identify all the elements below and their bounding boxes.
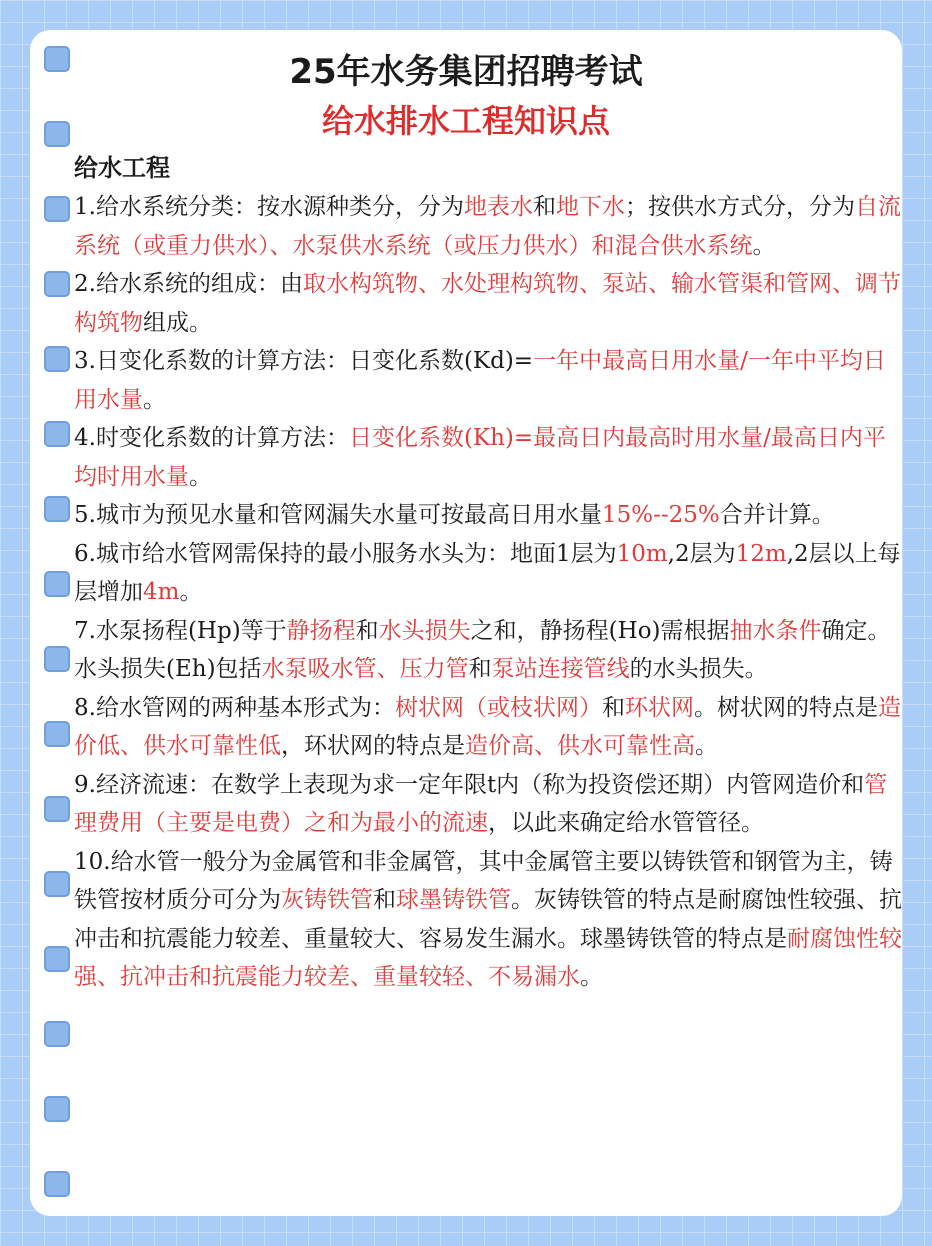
highlight-text: 一年中最高日用水量/一年中平均日用水量: [74, 348, 886, 413]
body-text: 确定。水头损失(Eh)包括: [74, 617, 891, 682]
body-text: ；按供水方式分，分为: [624, 194, 855, 220]
body-text: 4.时变化系数的计算方法：: [74, 425, 349, 451]
knowledge-list: [74, 188, 906, 997]
body-text: 和: [532, 194, 556, 220]
body-text: 5.城市为预见水量和管网漏失水量可按最高日用水量: [74, 502, 602, 528]
body-text: 10.给水管一般分为金属管和非金属管，其中金属管主要以铸铁管和钢管为主，铸铁管按材质分可分为: [74, 848, 893, 913]
knowledge-item: [74, 612, 906, 689]
body-text: ，以此来确定给水管管径。: [488, 810, 764, 836]
binder-ring-icon: [44, 271, 70, 297]
binder-ring-icon: [44, 646, 70, 672]
knowledge-item: [74, 496, 906, 535]
body-text: 合并计算。: [719, 502, 835, 528]
highlight-text: 取水构筑物、水处理构筑物、泵站、输水管渠和管网、调节构筑物: [74, 271, 901, 336]
binder-ring-icon: [44, 421, 70, 447]
body-text: 和: [355, 617, 379, 644]
highlight-text: 球墨铸铁管: [396, 887, 511, 913]
highlight-text: 水头损失: [378, 617, 471, 644]
binder-ring-icon: [44, 1171, 70, 1197]
highlight-text: 灰铸铁管: [281, 887, 373, 913]
highlight-text: 15%--25%: [601, 502, 720, 528]
body-text: 和: [601, 694, 625, 721]
body-text: 之和，静扬程(Ho)需根据: [470, 617, 730, 644]
highlight-text: 水泵吸水管、压力管: [261, 656, 469, 682]
body-text: 的水头损失。: [629, 656, 768, 682]
knowledge-item: [74, 843, 906, 997]
highlight-text: 地下水: [555, 194, 625, 220]
section-heading: 给水工程: [74, 154, 170, 182]
highlight-text: 10m: [616, 540, 668, 567]
highlight-text: 自流系统（或重力供水）、水泵供水系统（或压力供水）和混合供水系统: [74, 194, 901, 259]
body-text: 和: [468, 656, 492, 682]
body-text: 和: [373, 887, 396, 913]
binder-ring-icon: [44, 1096, 70, 1122]
body-text: 。: [143, 386, 166, 413]
knowledge-item: [74, 419, 906, 496]
binder-ring-icon: [44, 196, 70, 222]
note-card: [30, 30, 902, 1216]
knowledge-item: [74, 535, 906, 612]
body-text: ,2层以上每层增加: [74, 540, 901, 605]
binder-ring-icon: [44, 496, 70, 522]
knowledge-item: [74, 342, 906, 419]
binder-rings: [44, 0, 84, 1246]
body-text: ，环状网的特点是: [281, 733, 465, 759]
highlight-text: 造价高、供水可靠性高: [465, 733, 695, 759]
body-text: 。树状网的特点是: [693, 694, 878, 721]
body-text: 8.给水管网的两种基本形式为：: [74, 694, 395, 721]
knowledge-item: [74, 766, 906, 843]
binder-ring-icon: [44, 346, 70, 372]
body-text: 组成。: [143, 309, 212, 336]
knowledge-item: [74, 188, 906, 265]
binder-ring-icon: [44, 796, 70, 822]
highlight-text: 泵站连接管线: [491, 656, 630, 682]
body-text: 。: [580, 964, 603, 990]
body-text: 。: [179, 579, 203, 605]
highlight-text: 12m: [735, 540, 787, 567]
body-text: 3.日变化系数的计算方法：日变化系数(Kd)=: [74, 348, 534, 374]
knowledge-item: [74, 689, 906, 766]
body-text: 1.给水系统分类：按水源种类分，分为: [74, 194, 464, 220]
body-text: 6.城市给水管网需保持的最小服务水头为：地面1层为: [74, 540, 617, 567]
body-text: ,2层为: [667, 540, 736, 567]
page-title: 25年水务集团招聘考试: [289, 52, 643, 92]
highlight-text: 4m: [143, 579, 180, 605]
binder-ring-icon: [44, 721, 70, 747]
binder-ring-icon: [44, 946, 70, 972]
highlight-text: 造价低、供水可靠性低: [74, 694, 901, 759]
binder-ring-icon: [44, 121, 70, 147]
knowledge-item: [74, 265, 906, 342]
highlight-text: 树状网（或枝状网）: [394, 694, 602, 721]
binder-ring-icon: [44, 1021, 70, 1047]
highlight-text: 管理费用（主要是电费）之和为最小的流速: [74, 771, 888, 836]
body-text: 。: [752, 232, 776, 259]
body-text: 。灰铸铁管的特点是耐腐蚀性较强、抗冲击和抗震能力较差、重量较大、容易发生漏水。球墨铸铁管的特点是: [74, 887, 902, 952]
highlight-text: 抽水条件: [729, 617, 822, 644]
highlight-text: 日变化系数(Kh)=最高日内最高时用水量/最高日内平均时用水量: [74, 425, 886, 490]
binder-ring-icon: [44, 871, 70, 897]
highlight-text: 环状网: [624, 694, 694, 721]
body-text: 。: [695, 733, 718, 759]
page-subtitle: 给水排水工程知识点: [321, 102, 610, 140]
body-text: 7.水泵扬程(Hp)等于: [74, 617, 287, 644]
binder-ring-icon: [44, 46, 70, 72]
body-text: 2.给水系统的组成：由: [74, 271, 303, 297]
body-text: 。: [189, 463, 212, 490]
highlight-text: 静扬程: [286, 617, 356, 644]
highlight-text: 地表水: [463, 194, 533, 220]
body-text: 9.经济流速：在数学上表现为求一定年限t内（称为投资偿还期）内管网造价和: [74, 771, 865, 798]
binder-ring-icon: [44, 571, 70, 597]
highlight-text: 耐腐蚀性较强、抗冲击和抗震能力较差、重量较轻、不易漏水: [74, 925, 902, 990]
